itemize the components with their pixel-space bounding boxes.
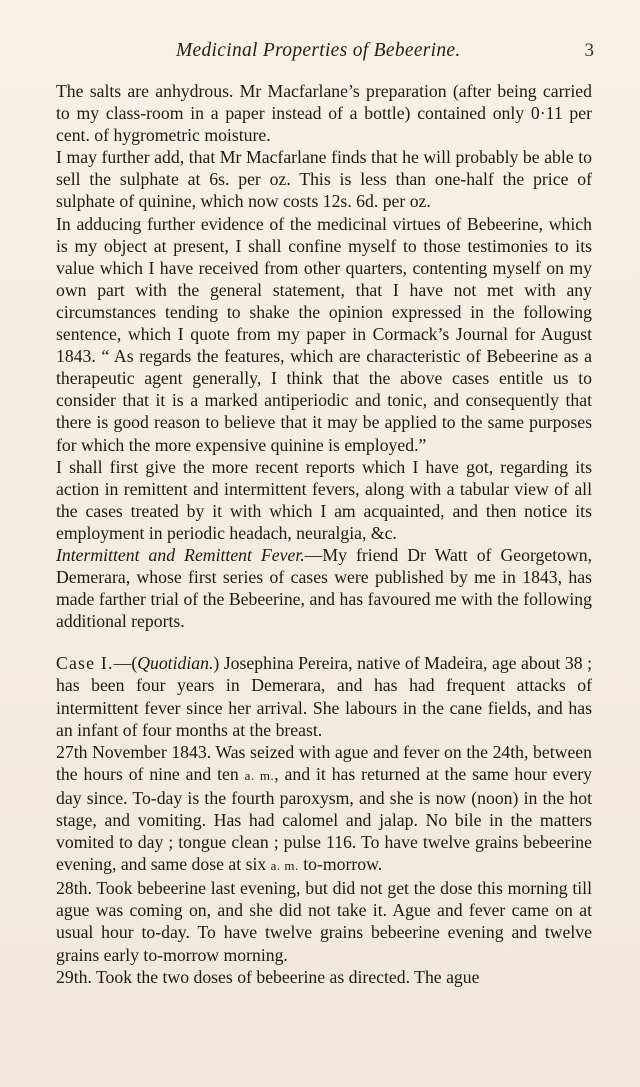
case-type: Quotidian. <box>137 653 214 674</box>
entry-27th-part-c: to-morrow. <box>298 854 383 875</box>
paragraph-anhydrous-salts: The salts are anhydrous. Mr Macfarlane’s preparation (after being carried to my class-room in a paper instead of a bottle) contained only 0·11 per cent. of hygrometric moisture. <box>56 81 592 146</box>
section-text-fever: —My friend Dr Watt of Georgetown, Demerara, whose first series of cases were published by me in 1843, has made farther trial of the Bebeerine, and has favoured me with the following additional reports. <box>56 544 593 632</box>
case-description: Josephina Pereira, native of Madeira, age about 38 ; has been four years in Demerara, and has had frequent attacks of intermittent fever since her arrival. She labours in the cane fields, and has an infant of four months at the breast. <box>56 653 592 740</box>
paragraph-27th-november <box>56 741 592 878</box>
body-text <box>56 80 592 988</box>
paragraph-fever-section <box>56 544 592 632</box>
running-title: Medicinal Properties of Bebeerine. <box>176 40 461 61</box>
case-label: Case I. <box>56 653 114 674</box>
entry-27th-am-second: a. m. <box>270 858 299 874</box>
paragraph-evidence: In adducing further evidence of the medicinal virtues of Bebeerine, which is my object at present, I shall confine myself to those testimonies to its value which I have received from other quarters, contenting myself on my own part with the general statement, that I have not met with any circumstances tending to shake the opinion expressed in the following sentence, which I quote from my paper in Cormack’s Journal for August 1843. “ As regards the features, which are characteristic of Bebeerine as a therapeutic agent generally, I think that the above cases entitle us to consider that it is a marked antiperiodic and tonic, and consequently that there is good reason to believe that it may be applied to the same purposes for which the more expensive quinine is employed.” <box>56 213 592 455</box>
paragraph-reports-plan: I shall first give the more recent reports which I have got, regarding its action in remittent and intermittent fevers, along with a tabular view of all the cases treated by it with which I am acquainted, and then notice its employment in periodic headach, neuralgia, &c. <box>56 456 592 543</box>
case-dash: —( <box>113 653 138 674</box>
entry-27th-part-b: , and it has returned at the same hour every day since. To-day is the fourth paroxysm, and she is now (noon) in the hot stage, and vomiting. Has had calomel and jalap. No bile in the matters vomited to day ; tongue clean ; pulse 116. To have twelve grains bebeerine evening, and same dose at six <box>56 763 592 875</box>
page-number: 3 <box>584 40 594 61</box>
paragraph-price: I may further add, that Mr Macfarlane finds that he will probably be able to sell the sulphate at 6s. per oz. This is less than one-half the price of sulphate of quinine, which now costs 12s. 6d. per oz. <box>56 147 592 212</box>
paragraph-29th: 29th. Took the two doses of bebeerine as directed. The ague <box>56 966 480 987</box>
entry-27th-am-first: a. m. <box>244 767 275 783</box>
section-heading-fever: Intermittent and Remittent Fever. <box>56 544 305 565</box>
section-gap <box>56 632 592 652</box>
case-close: ) <box>213 653 220 674</box>
paragraph-28th: 28th. Took bebeerine last evening, but did not get the dose this morning till ague was coming on, and she did not take it. Ague and fever came on at usual hour to-day. To have twelve grains bebeerine evening and twelve grains early to-morrow morning. <box>56 878 592 965</box>
paragraph-case-one <box>56 652 592 740</box>
entry-27th-part-a: 27th November 1843. Was seized with ague and fever on the 24th, between the hours of nine and ten <box>56 741 592 784</box>
